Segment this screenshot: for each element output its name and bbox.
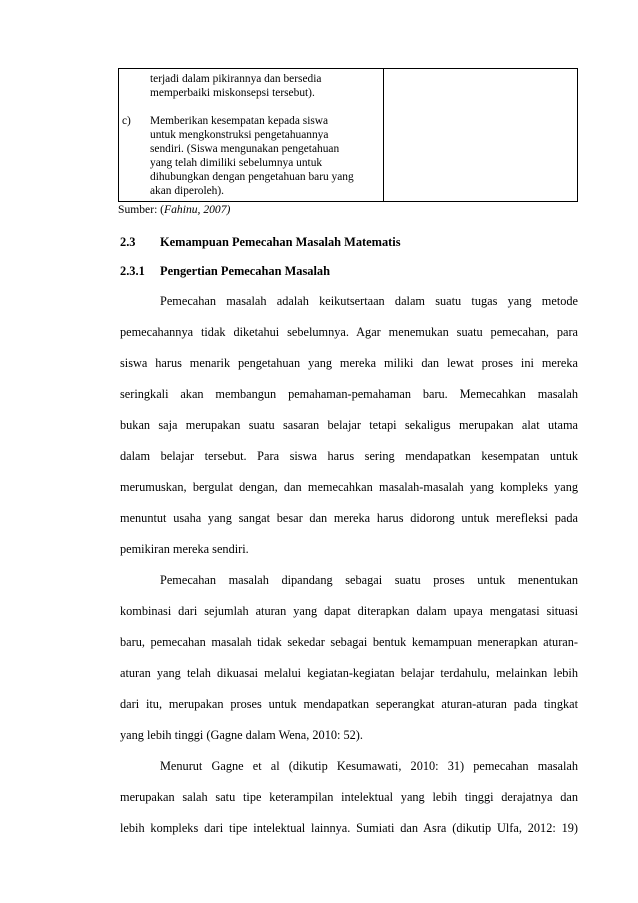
text-line: menuntut usaha yang sangat besar dan mereka harus didorong untuk merefleksi pada bbox=[120, 511, 578, 525]
text-line: siswa harus menarik pengetahuan yang mereka miliki dan lewat proses ini mereka bbox=[120, 356, 578, 370]
table-text-line: akan diperoleh). bbox=[150, 185, 225, 197]
table-left-cell bbox=[119, 69, 384, 201]
text-line: merumuskan, bergulat dengan, dan memecahkan masalah-masalah yang kompleks yang bbox=[120, 480, 578, 494]
text-line: pemecahannya tidak diketahui sebelumnya. Agar menemukan suatu pemecahan, para bbox=[120, 325, 578, 339]
table-fragment bbox=[118, 68, 578, 202]
table-text-line: untuk mengkonstruksi pengetahuannya bbox=[150, 129, 329, 141]
text-line: seringkali akan membangun pemahaman-pemahaman baru. Memecahkan masalah bbox=[120, 387, 578, 401]
text-line: merupakan salah satu tipe keterampilan intelektual yang lebih tinggi derajatnya dan bbox=[120, 790, 578, 804]
list-marker: c) bbox=[122, 115, 131, 127]
section-title: Kemampuan Pemecahan Masalah Matematis bbox=[160, 235, 401, 249]
text-line: Pemecahan masalah adalah keikutsertaan dalam suatu tugas yang metode bbox=[160, 294, 578, 308]
subsection-title: Pengertian Pemecahan Masalah bbox=[160, 264, 331, 278]
text-line: pemikiran mereka sendiri. bbox=[120, 542, 249, 556]
section-number: 2.3 bbox=[120, 235, 136, 249]
table-source bbox=[118, 203, 230, 217]
text-line: dari itu, merupakan proses untuk mendapatkan seperangkat aturan-aturan pada tingkat bbox=[120, 697, 578, 711]
text-line: kombinasi dari sejumlah aturan yang dapat diterapkan dalam upaya mengatasi situasi bbox=[120, 604, 578, 618]
table-text-line: sendiri. (Siswa mengunakan pengetahuan bbox=[150, 143, 340, 155]
source-prefix: Sumber: ( bbox=[118, 203, 165, 216]
table-text-line: memperbaiki miskonsepsi tersebut). bbox=[150, 87, 315, 99]
text-line: baru, pemecahan masalah tidak sekedar sebagai bentuk kemampuan menerapkan aturan- bbox=[120, 635, 578, 649]
source-citation: Fahinu, 2007) bbox=[164, 203, 231, 216]
table-text-line: yang telah dimiliki sebelumnya untuk bbox=[150, 157, 323, 169]
table-text-line: dihubungkan dengan pengetahuan baru yang bbox=[150, 171, 354, 183]
text-line: lebih kompleks dari tipe intelektual lainnya. Sumiati dan Asra (dikutip Ulfa, 2012: 19) bbox=[120, 821, 578, 835]
text-line: yang lebih tinggi (Gagne dalam Wena, 2010: 52). bbox=[120, 728, 363, 742]
table-text-line: terjadi dalam pikirannya dan bersedia bbox=[150, 73, 322, 85]
text-line: Menurut Gagne et al (dikutip Kesumawati, 2010: 31) pemecahan masalah bbox=[160, 759, 578, 773]
text-line: bukan saja merupakan suatu sasaran belajar tetapi sekaligus merupakan alat utama bbox=[120, 418, 578, 432]
text-line: dalam belajar tersebut. Para siswa harus sering mendapatkan kesempatan untuk bbox=[120, 449, 578, 463]
text-line: Pemecahan masalah dipandang sebagai suatu proses untuk menentukan bbox=[160, 573, 578, 587]
subsection-number: 2.3.1 bbox=[120, 264, 145, 278]
text-line: aturan yang telah dikuasai melalui kegiatan-kegiatan belajar terdahulu, melainkan lebih bbox=[120, 666, 578, 680]
table-text-line: Memberikan kesempatan kepada siswa bbox=[150, 115, 329, 127]
